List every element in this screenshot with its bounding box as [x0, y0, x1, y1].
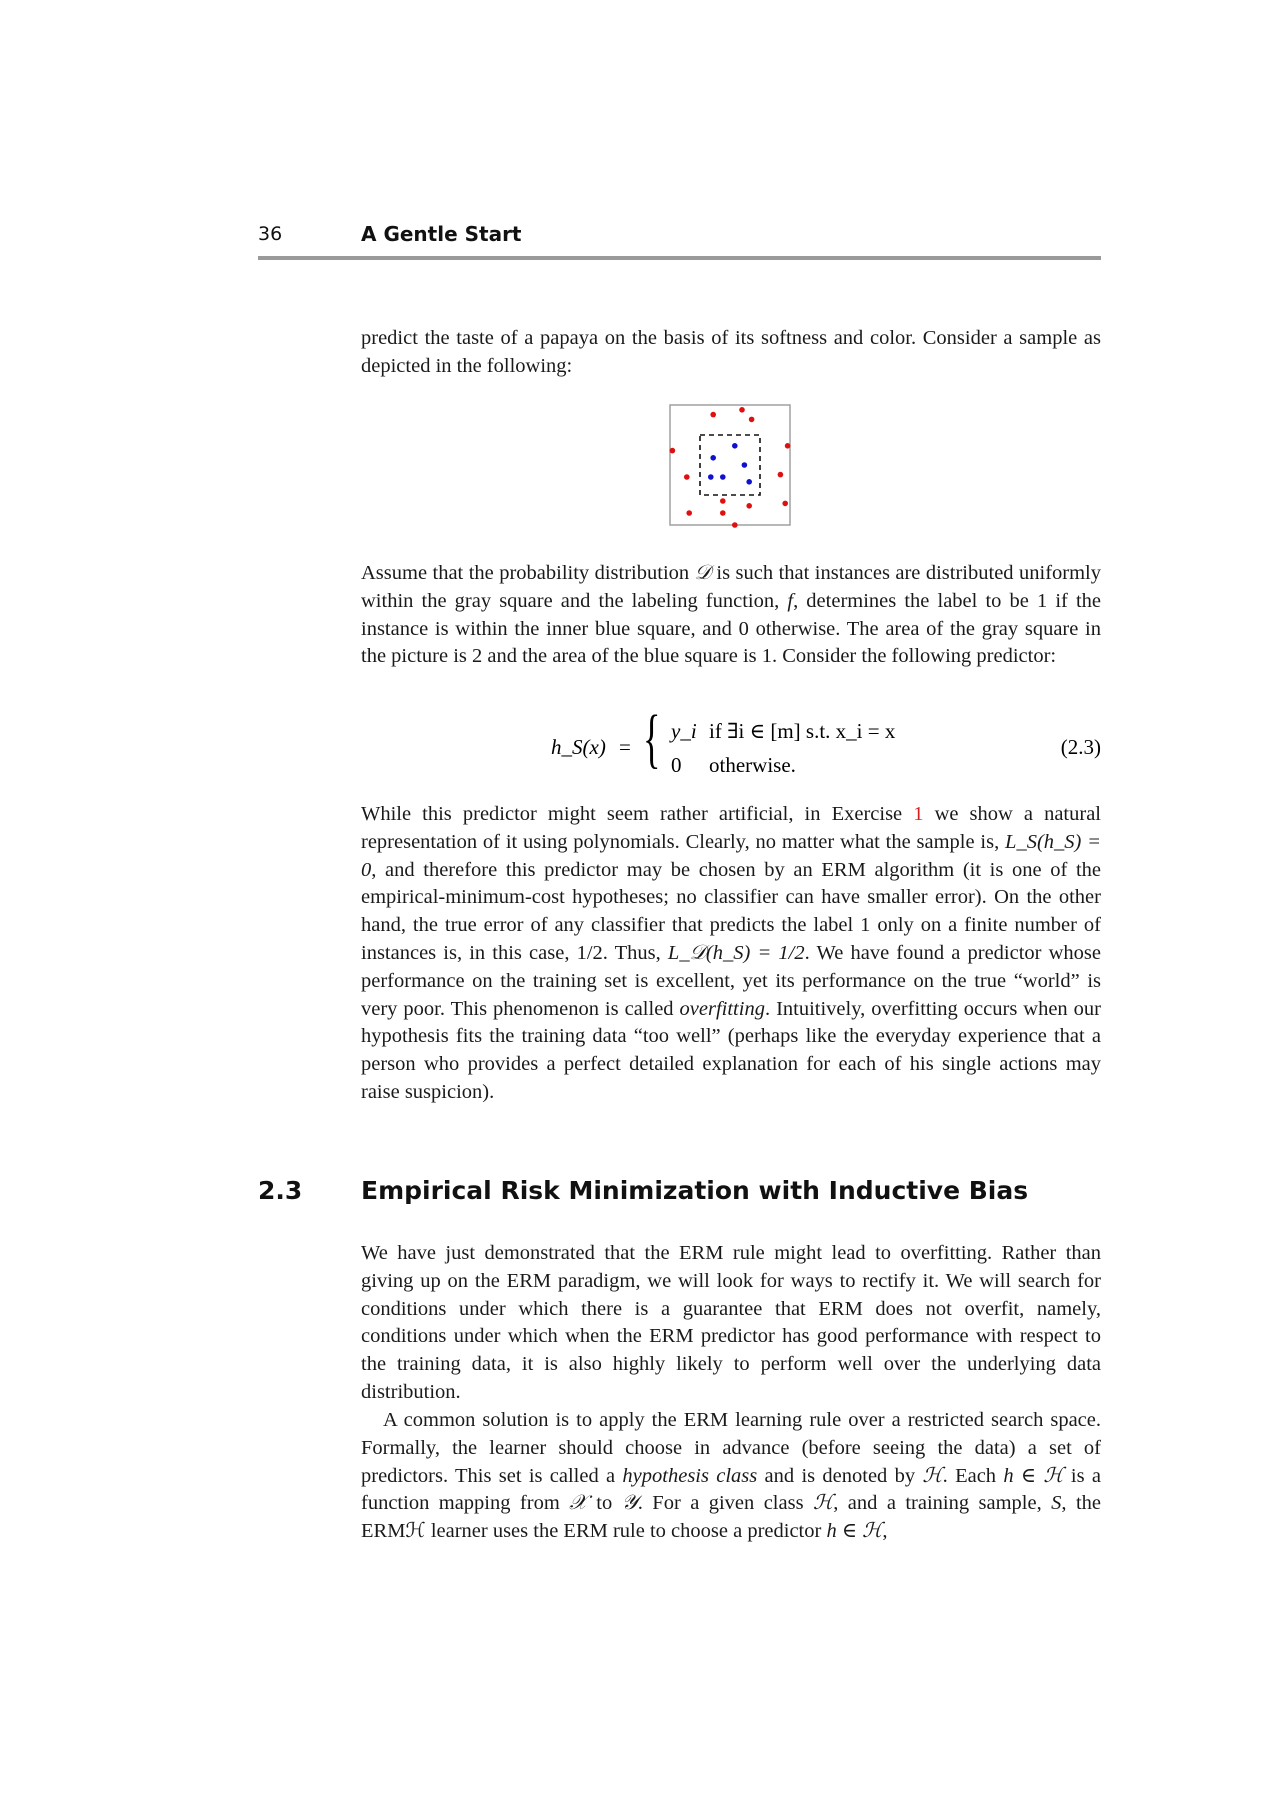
hypothesis-class-symbol-2: ℋ [812, 1492, 834, 1515]
negative-point-4 [785, 443, 791, 449]
para2-text-4: is a function mapping from [361, 1464, 1101, 1515]
gray-square [670, 405, 790, 525]
h-in-H-math: h ∈ ℋ [1003, 1464, 1064, 1487]
negative-point-8 [720, 498, 726, 504]
para2-text-6: . For a given class [637, 1492, 813, 1515]
case1-condition: if ∃i ∈ [m] s.t. x_i = x [709, 719, 896, 743]
intro-paragraph [361, 325, 1101, 381]
intro-text: predict the taste of a papaya on the basis of its softness and color. Consider a sample as depicted in the following: [361, 327, 1101, 377]
assume-paragraph [361, 560, 1101, 671]
overfit-text-3: , and therefore this predictor may be chosen by an ERM algorithm (it is one of the empirical-minimum-cost hypotheses; no classifier can have smaller error). On the other hand, the true error of any classifier that predicts the label 1 only on a finite number of instances is, in this case, 1/2. Thus, [361, 858, 1101, 964]
label-set-symbol: 𝒴 [621, 1492, 638, 1515]
negative-point-7 [782, 501, 788, 507]
case2-value: 0 [671, 753, 682, 777]
equation-lhs: h_S(x) [551, 735, 606, 759]
para2-text-8: , the [1061, 1492, 1102, 1515]
exercise-link[interactable]: 1 [913, 803, 924, 825]
assume-text-2: is such that instances are distributed uniformly within the gray square and the labeling function, [361, 562, 1101, 612]
equation-number: (2.3) [1060, 735, 1101, 759]
erm-h-math: ERMℋ [361, 1520, 426, 1543]
negative-point-12 [732, 522, 738, 528]
negative-point-6 [778, 472, 784, 478]
overfit-text-2: we show a natural representation of it using polynomials. Clearly, no matter what the sample is, [361, 803, 1101, 853]
positive-point-3 [708, 474, 714, 480]
sample-symbol: S [1051, 1492, 1062, 1515]
positive-point-4 [720, 474, 726, 480]
hypothesis-class-symbol: ℋ [922, 1464, 943, 1487]
header-rule [258, 256, 1101, 260]
labeling-function-symbol: f [787, 589, 794, 612]
assume-text-1: Assume that the probability distribution [361, 562, 695, 584]
section-paragraph-1 [361, 1240, 1101, 1407]
equation-brace: { [643, 702, 661, 775]
overfitting-term: overfitting [679, 997, 765, 1020]
negative-point-11 [720, 510, 726, 516]
negative-point-0 [710, 412, 716, 418]
equation-equals: = [619, 735, 631, 759]
empirical-loss-math: L_S(h_S) = 0 [361, 830, 1102, 881]
overfit-text-4: . We have found a predictor whose performance on the training set is excellent, yet its performance on the true “world” is very poor. This phenomenon is called [361, 941, 1101, 1020]
negative-point-3 [670, 448, 676, 454]
para2-text-7: , and a training sample, [833, 1492, 1052, 1515]
equation-2-3 [361, 702, 1101, 787]
hypothesis-class-term: hypothesis class [622, 1464, 758, 1487]
h-in-H-math-2: h ∈ ℋ [826, 1520, 883, 1543]
overfit-text-5: . Intuitively, overfitting occurs when our hypothesis fits the training data “too well” (perhaps like the everyday experience that a person who provides a perfect detailed explanation for each of his single actions may raise suspicion). [361, 997, 1102, 1103]
positive-point-0 [732, 443, 738, 449]
overfitting-paragraph [361, 801, 1101, 1107]
negative-point-10 [686, 510, 692, 516]
negative-point-9 [746, 503, 752, 509]
true-loss-math: L_𝒟(h_S) = 1/2 [667, 941, 805, 964]
overfit-text-1: While this predictor might seem rather artificial, in Exercise [361, 803, 914, 825]
section-para1-text: We have just demonstrated that the ERM rule might lead to overfitting. Rather than giving up on the ERM paradigm, we will look for ways to rectify it. We will search for conditions under which there is a guarantee that ERM does not overfit, namely, conditions under which when the ERM predictor has good performance with respect to the training data, it is also highly likely to perform well over the underlying data distribution. [361, 1242, 1101, 1403]
distribution-symbol: 𝒟 [694, 562, 711, 584]
assume-text-3: , determines the label to be 1 if the instance is within the inner blue square, and 0 otherwise. The area of the gray square in the picture is 2 and the area of the blue square is 1. Consider the following predictor: [361, 589, 1101, 668]
para2-text-3: . Each [942, 1464, 1004, 1487]
page-number: 36 [258, 223, 283, 245]
domain-symbol: 𝒳 [569, 1492, 587, 1515]
para2-text-5: to [586, 1492, 622, 1515]
case1-value: y_i [671, 719, 697, 743]
section-number: 2.3 [258, 1176, 303, 1205]
sample-figure [665, 400, 795, 530]
positive-point-2 [742, 462, 748, 468]
section-paragraph-2 [361, 1407, 1101, 1546]
case2-condition: otherwise. [709, 753, 796, 777]
positive-point-5 [746, 479, 752, 485]
negative-point-5 [684, 474, 690, 480]
para2-text-10: , [882, 1520, 888, 1543]
section-title: Empirical Risk Minimization with Inductive Bias [361, 1176, 1029, 1205]
para2-text-1: A common solution is to apply the ERM learning rule over a restricted search space. Formally, the learner should choose in advance (before seeing the data) a set of predictors. This set is called a [361, 1409, 1101, 1487]
chapter-title: A Gentle Start [361, 222, 522, 246]
para2-text-2: and is denoted by [757, 1464, 923, 1487]
para2-text-9: learner uses the ERM rule to choose a predictor [425, 1520, 827, 1543]
negative-point-2 [749, 417, 755, 423]
blue-square [700, 435, 760, 495]
negative-point-1 [739, 407, 745, 413]
points-layer [670, 407, 791, 528]
positive-point-1 [710, 455, 716, 461]
